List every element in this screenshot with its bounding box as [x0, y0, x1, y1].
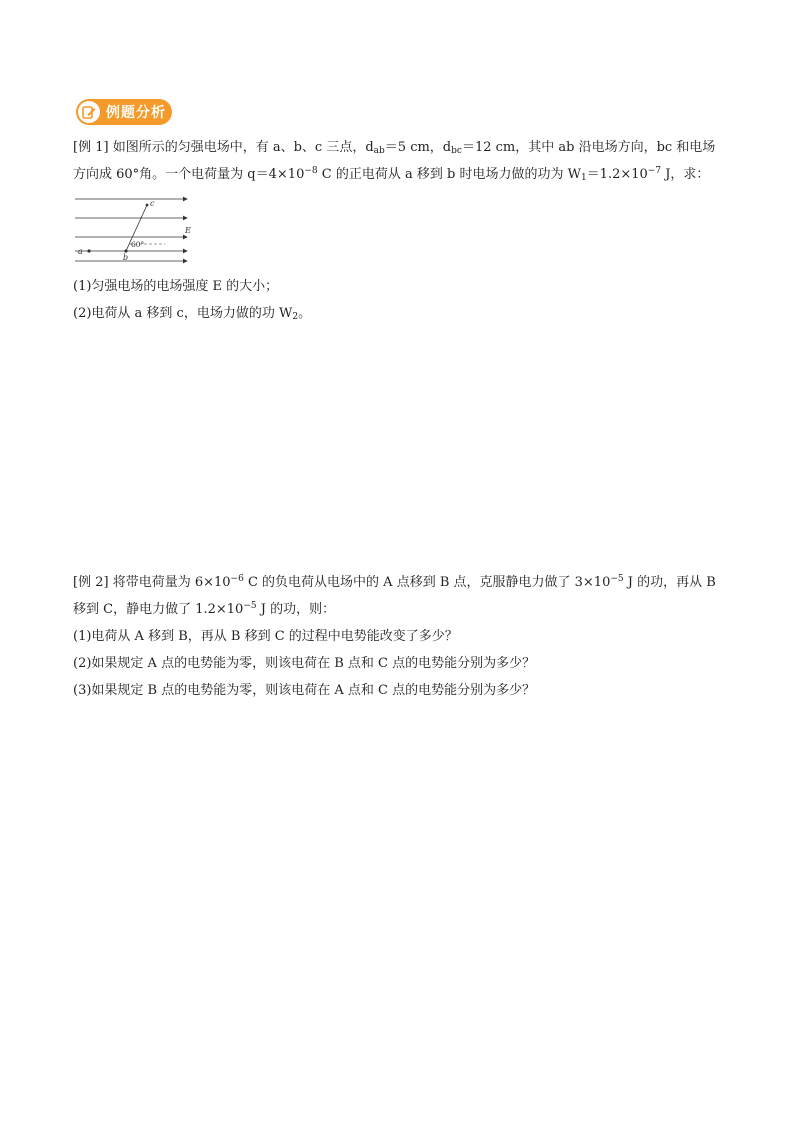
electric-field-figure — [73, 193, 199, 265]
example1-question1: (1)匀强电场的电场强度 E 的大小； — [73, 279, 279, 294]
pencil-edit-icon — [78, 101, 100, 123]
example2-tag: [例 2] — [73, 575, 109, 590]
example2-question2: (2)如果规定 A 点的电势能为零，则该电荷在 B 点和 C 点的电势能分别为多少？ — [73, 656, 536, 671]
angle-label: 60° — [131, 240, 145, 249]
example2-question1: (1)电荷从 A 移到 B，再从 B 移到 C 的过程中电势能改变了多少？ — [73, 629, 458, 644]
example1-line2: 方向成 60°角。一个电荷量为 $q=4\times 10^{-8}$ C 的正电荷从 a 移到 b 时电场力做的功为 $W_1=1.2\times 10^{-7}$ J，求： — [73, 166, 710, 183]
point-a — [87, 249, 90, 252]
point-c — [146, 204, 149, 207]
section-label: 例题分析 — [106, 105, 166, 121]
section-badge — [76, 99, 172, 125]
example2-question3: (3)如果规定 B 点的电势能为零，则该电荷在 A 点和 C 点的电势能分别为多少？ — [73, 683, 536, 698]
example1-question2: (2)电荷从 a 移到 c，电场力做的功 $W_2$。 — [73, 306, 312, 322]
example2-line1: [例 2] 将带电荷量为 $6\times 10^{-6}$ C 的负电荷从电场中的 A 点移到 B 点，克服静电力做了 $3\times 10^{-5}$ J 的功，再从 B — [73, 574, 716, 590]
label-b: b — [123, 253, 129, 262]
example2-line2: 移到 C，静电力做了 $1.2\times 10^{-5}$ J 的功，则： — [73, 601, 336, 617]
example1-line1: [例 1] 如图所示的匀强电场中，有 a、b、c 三点，$d_{ab}=5$ cm，$d_{bc}=12$ cm，其中 ab 沿电场方向，bc 和电场 — [73, 140, 716, 156]
example1-tag: [例 1] — [73, 140, 109, 155]
label-a: a — [78, 247, 83, 256]
label-e: E — [185, 226, 191, 235]
label-c: c — [150, 199, 155, 208]
